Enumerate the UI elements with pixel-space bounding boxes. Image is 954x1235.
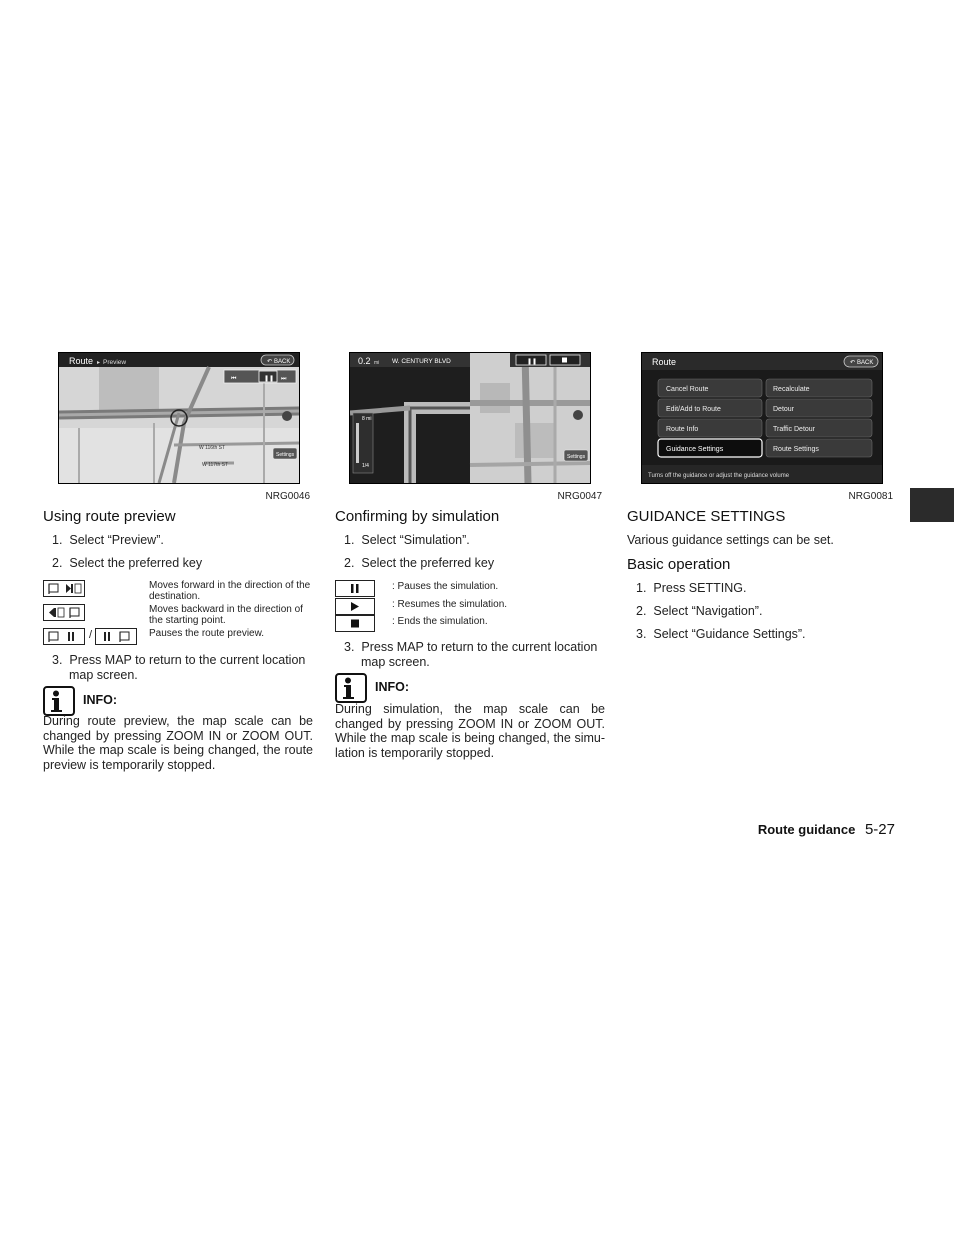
page-footer bbox=[758, 821, 895, 838]
svg-text:Settings: Settings bbox=[567, 454, 586, 460]
svg-text:1/4: 1/4 bbox=[362, 463, 369, 469]
step-2: 2. Select the preferred key bbox=[52, 556, 203, 570]
simulation-screenshot bbox=[349, 352, 591, 484]
svg-text:BACK: BACK bbox=[274, 359, 291, 365]
figure-code: NRG0047 bbox=[557, 491, 602, 502]
sim-resume-key[interactable] bbox=[335, 598, 375, 615]
menu-detour[interactable]: Detour bbox=[773, 406, 795, 413]
step-3: 3. Select “Guidance Settings”. bbox=[636, 627, 806, 641]
forward-key[interactable] bbox=[43, 580, 85, 597]
svg-text:mi: mi bbox=[374, 360, 380, 366]
key-separator: / bbox=[89, 629, 93, 641]
sim-stop-desc: : Ends the simulation. bbox=[392, 616, 488, 627]
fig1-title: Route bbox=[69, 356, 94, 366]
svg-text:W 116th ST: W 116th ST bbox=[199, 445, 226, 451]
section-heading: Using route preview bbox=[43, 508, 176, 525]
sim-pause-key[interactable] bbox=[335, 580, 375, 597]
section-heading: Confirming by simulation bbox=[335, 508, 500, 525]
subsection-heading: Basic operation bbox=[627, 556, 731, 573]
svg-text:W 117th ST: W 117th ST bbox=[202, 462, 229, 468]
menu-recalculate[interactable]: Recalculate bbox=[773, 386, 810, 393]
step-1: 1. Press SETTING. bbox=[636, 581, 747, 595]
key-row-pause bbox=[43, 628, 313, 646]
fig3-status-text: Turns off the guidance or adjust the guidance volume bbox=[648, 473, 790, 479]
route-menu-screenshot bbox=[641, 352, 883, 484]
menu-traffic-detour[interactable]: Traffic Detour bbox=[773, 426, 816, 433]
forward-key-desc: Moves forward in the direction of the destination. bbox=[149, 580, 311, 602]
key-row-sim-resume bbox=[335, 598, 605, 614]
step-2: 2. Select the preferred key bbox=[344, 556, 495, 570]
key-row-sim-stop bbox=[335, 615, 605, 631]
step-1: 1. Select “Simulation”. bbox=[344, 533, 470, 547]
key-row-sim-pause bbox=[335, 580, 605, 596]
fig2-distance: 0.2 bbox=[358, 356, 371, 366]
svg-text:BACK: BACK bbox=[857, 360, 874, 366]
fig3-title: Route bbox=[652, 357, 677, 367]
footer-section: Route guidance bbox=[757, 822, 856, 837]
info-icon bbox=[43, 686, 75, 716]
pause-forward-key[interactable] bbox=[43, 628, 85, 645]
route-preview-screenshot bbox=[58, 352, 300, 484]
step-3: 3. Press MAP to return to the current location map screen. bbox=[52, 653, 306, 682]
svg-text:Settings: Settings bbox=[276, 452, 295, 458]
svg-text:8 mi: 8 mi bbox=[362, 416, 372, 422]
svg-text:⏮: ⏮ bbox=[231, 376, 237, 382]
backward-key-desc: Moves backward in the direction of the starting point. bbox=[149, 604, 303, 626]
svg-text:❚❚: ❚❚ bbox=[527, 359, 538, 365]
step-2: 2. Select “Navigation”. bbox=[636, 604, 763, 618]
fig1-subtitle: Preview bbox=[103, 359, 127, 366]
svg-text:❚❚: ❚❚ bbox=[264, 376, 275, 382]
sim-pause-desc: : Pauses the simulation. bbox=[392, 581, 499, 592]
backward-key[interactable] bbox=[43, 604, 85, 621]
menu-guidance-settings[interactable]: Guidance Settings bbox=[666, 446, 724, 453]
svg-text:↶: ↶ bbox=[850, 360, 856, 366]
sim-resume-desc: : Resumes the simulation. bbox=[392, 599, 508, 610]
step-3: 3. Press MAP to return to the current location map screen. bbox=[344, 640, 598, 669]
info-text: During simulation, the map scale can be changed by pressing ZOOM IN or ZOOM OUT. While the map scale is being changed, the simu-lation is temporarily stopped. bbox=[335, 702, 605, 760]
key-row-forward bbox=[43, 580, 313, 602]
page-number: 5-27 bbox=[864, 821, 895, 838]
intro-text: Various guidance settings can be set. bbox=[627, 533, 834, 547]
svg-text:⏭: ⏭ bbox=[281, 376, 287, 382]
menu-edit-add-route[interactable]: Edit/Add to Route bbox=[666, 406, 721, 413]
info-icon bbox=[335, 673, 367, 703]
info-label: INFO: bbox=[375, 680, 410, 694]
figure-code: NRG0046 bbox=[265, 491, 310, 502]
info-text: During route preview, the map scale can be changed by pressing ZOOM IN or ZOOM OUT. While the map scale is being changed, the route preview is temporarily stopped. bbox=[43, 714, 313, 772]
pause-backward-key[interactable] bbox=[95, 628, 137, 645]
fig2-street: W. CENTURY BLVD bbox=[392, 358, 451, 365]
info-label: INFO: bbox=[83, 693, 118, 707]
menu-cancel-route[interactable]: Cancel Route bbox=[666, 386, 709, 393]
key-row-backward bbox=[43, 604, 313, 626]
menu-route-settings[interactable]: Route Settings bbox=[773, 446, 819, 453]
chapter-tab bbox=[910, 488, 954, 522]
pause-key-desc: Pauses the route preview. bbox=[149, 628, 265, 639]
svg-text:▸: ▸ bbox=[97, 360, 101, 366]
figure-code: NRG0081 bbox=[848, 491, 893, 502]
svg-text:↶: ↶ bbox=[267, 359, 273, 365]
section-heading: GUIDANCE SETTINGS bbox=[627, 508, 786, 525]
menu-route-info[interactable]: Route Info bbox=[666, 426, 699, 433]
sim-stop-key[interactable] bbox=[335, 615, 375, 632]
step-1: 1. Select “Preview”. bbox=[52, 533, 164, 547]
